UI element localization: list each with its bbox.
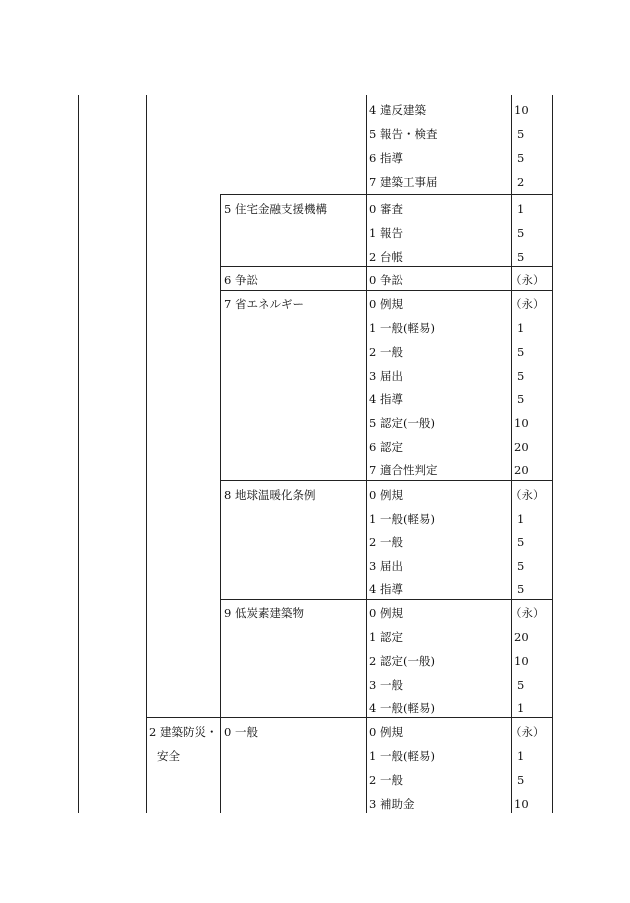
item-cell: 1 一般(軽易)	[369, 512, 435, 526]
period-cell: 5	[517, 250, 525, 264]
subcategory-cell: 5 住宅金融支援機構	[224, 202, 327, 216]
subcategory-cell: 6 争訟	[224, 273, 258, 287]
subcategory-cell: 9 低炭素建築物	[224, 606, 304, 620]
item-cell: 6 認定	[369, 440, 403, 454]
item-cell: 2 一般	[369, 345, 403, 359]
period-cell: 1	[517, 512, 525, 526]
period-cell: 10	[514, 654, 529, 668]
period-cell: 1	[517, 202, 525, 216]
row-line-1	[220, 194, 553, 195]
subcategory-cell: 7 省エネルギー	[224, 297, 304, 311]
item-cell: 0 審査	[369, 202, 403, 216]
period-cell: 5	[517, 369, 525, 383]
period-cell: 1	[517, 321, 525, 335]
item-cell: 0 例規	[369, 297, 403, 311]
category-cell-line2: 安全	[157, 749, 180, 763]
subcategory-cell: 8 地球温暖化条例	[224, 488, 316, 502]
item-cell: 3 一般	[369, 678, 403, 692]
item-cell: 4 指導	[369, 582, 403, 596]
period-cell: 5	[517, 392, 525, 406]
item-cell: 4 違反建築	[369, 103, 426, 117]
item-cell: 1 一般(軽易)	[369, 749, 435, 763]
item-cell: 5 認定(一般)	[369, 416, 435, 430]
item-cell: 7 適合性判定	[369, 463, 438, 477]
row-line-3	[220, 290, 553, 291]
category-cell-line1: 2 建築防災・	[149, 725, 218, 739]
item-cell: 1 報告	[369, 226, 403, 240]
col-line-6	[552, 95, 553, 813]
item-cell: 3 届出	[369, 559, 403, 573]
period-cell: （永）	[510, 725, 545, 739]
subcategory-cell: 0 一般	[224, 725, 258, 739]
period-cell: 20	[514, 440, 529, 454]
period-cell: 5	[517, 535, 525, 549]
item-cell: 2 一般	[369, 773, 403, 787]
item-cell: 0 例規	[369, 488, 403, 502]
period-cell: 10	[514, 797, 529, 811]
item-cell: 3 届出	[369, 369, 403, 383]
col-line-2	[146, 95, 147, 813]
period-cell: 10	[514, 103, 529, 117]
item-cell: 0 例規	[369, 725, 403, 739]
period-cell: 10	[514, 416, 529, 430]
period-cell: 5	[517, 582, 525, 596]
col-line-1	[78, 95, 79, 813]
period-cell: 5	[517, 678, 525, 692]
item-cell: 7 建築工事届	[369, 175, 438, 189]
period-cell: 5	[517, 127, 525, 141]
item-cell: 2 台帳	[369, 250, 403, 264]
row-line-6	[146, 717, 553, 718]
period-cell: 5	[517, 345, 525, 359]
period-cell: 5	[517, 151, 525, 165]
period-cell: 20	[514, 463, 529, 477]
item-cell: 5 報告・検査	[369, 127, 438, 141]
period-cell: 1	[517, 749, 525, 763]
row-line-2	[220, 266, 553, 267]
col-line-5	[511, 95, 512, 813]
item-cell: 3 補助金	[369, 797, 415, 811]
item-cell: 2 一般	[369, 535, 403, 549]
item-cell: 4 一般(軽易)	[369, 701, 435, 715]
item-cell: 1 認定	[369, 630, 403, 644]
col-line-4	[366, 95, 367, 813]
period-cell: 5	[517, 773, 525, 787]
period-cell: （永）	[510, 297, 545, 311]
period-cell: 20	[514, 630, 529, 644]
item-cell: 2 認定(一般)	[369, 654, 435, 668]
period-cell: （永）	[510, 606, 545, 620]
item-cell: 6 指導	[369, 151, 403, 165]
period-cell: 2	[517, 175, 525, 189]
period-cell: 1	[517, 701, 525, 715]
row-line-5	[220, 599, 553, 600]
period-cell: 5	[517, 226, 525, 240]
item-cell: 0 争訟	[369, 273, 403, 287]
row-line-4	[220, 480, 553, 481]
period-cell: （永）	[510, 488, 545, 502]
item-cell: 4 指導	[369, 392, 403, 406]
period-cell: （永）	[510, 273, 545, 287]
item-cell: 0 例規	[369, 606, 403, 620]
period-cell: 5	[517, 559, 525, 573]
col-line-3	[220, 194, 221, 813]
item-cell: 1 一般(軽易)	[369, 321, 435, 335]
